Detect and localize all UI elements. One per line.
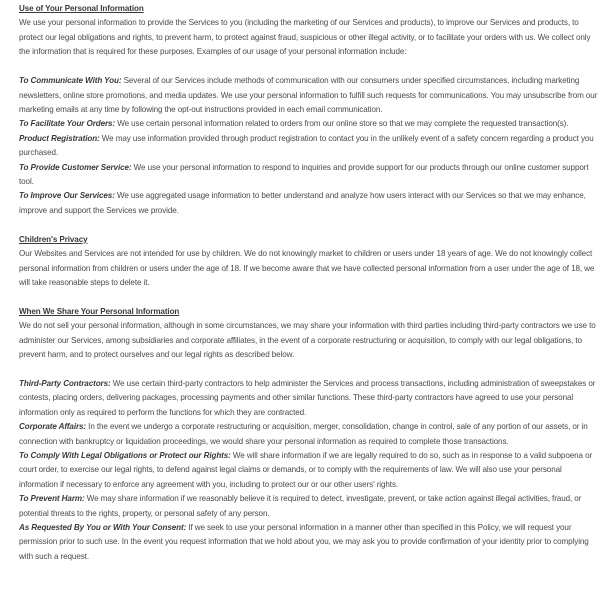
share-item-corporate: Corporate Affairs: In the event we undergo a corporate restructuring or acquisition, merger, consolidation, change in control, sale of any portion of our assets, or in connection with bankruptcy or liquidation proceedings, we would share your personal information as required to complete those transactions.: [19, 422, 588, 446]
share-heading: When We Share Your Personal Information: [19, 306, 180, 316]
share-item-legal: To Comply With Legal Obligations or Protect our Rights: We will share information if we are legally required to do so, such as in response to a valid subpoena or court order, to exercise our legal rights, to defend against legal claims or demands, or to comply with the requirements of law. We will also use your personal information if necessary to enforce any agreement with you, including to protect our or our other users' rights.: [19, 450, 593, 489]
use-item-registration: Product Registration: We may use information provided through product registration to contact you in the unlikely event of a safety concern regarding a product you purchased.: [19, 133, 594, 158]
share-item-consent: As Requested By You or With Your Consent: If we seek to use your personal information in a manner other than specified in this Policy, we will request your permission prior to such use. In the event you request information that we hold about you, we may ask you to provide confirmation of your identity prior to complying with such a request.: [19, 523, 589, 561]
use-item-improve: To Improve Our Services: We use aggregated usage information to better understand and analyze how users interact with our Services so that we may enhance, improve and support the Services we provide.: [19, 191, 586, 215]
children-heading: Children's Privacy: [19, 234, 88, 244]
use-item-customer-service: To Provide Customer Service: We use your personal information to respond to inquiries and provide support for our products through our online customer support tool.: [19, 162, 589, 186]
use-intro: We use your personal information to provide the Services to you (including the marketing of our Services and products), to improve our Services and products, to protect our legal obligations and rights, to prevent harm, to protect against fraud, suspicious or other illegal activity, or to facilitate your orders with us. We collect only the information that is required for these purposes. Examples of our usage of your personal information include:: [19, 18, 591, 57]
share-item-contractors: Third-Party Contractors: We use certain third-party contractors to help administer the Services and process transactions, including administration of sweepstakes or contests, placing orders, delivering packages, processing payments and other similar functions. These third-party contractors have agreed to use your personal information only as required to perform the functions for which they are contracted.: [19, 378, 596, 417]
children-body: Our Websites and Services are not intended for use by children. We do not knowingly market to children or users under 18 years of age. We do not knowingly collect personal information from children or users under the age of 18. If we become aware that we have collected personal information from a user under the age of 18, we will take reasonable steps to delete it.: [19, 249, 595, 287]
use-item-communicate: To Communicate With You: Several of our Services include methods of communication with our consumers under specified circumstances, including marketing newsletters, online store promotions, and media updates. We use your personal information to fulfill such requests for communications. You may unsubscribe from our marketing emails at any time by following the opt-out instructions provided in each email communication.: [19, 76, 598, 114]
use-heading: Use of Your Personal Information: [19, 4, 144, 13]
share-intro: We do not sell your personal information, although in some circumstances, we may share your information with third parties including third-party contractors we use to administer our Services, among subsidiaries and corporate affiliates, in the event of a corporate restructuring or acquisition, to comply with our legal obligations, to prevent harm, and to protect ourselves and our legal rights as described below.: [19, 321, 596, 360]
share-item-harm: To Prevent Harm: We may share information if we reasonably believe it is required to detect, investigate, prevent, or take action against illegal activities, fraud, or potential threats to the rights, property, or personal safety of any person.: [19, 494, 582, 518]
use-item-orders: To Facilitate Your Orders: We use certain personal information related to orders from our online store so that we may complete the requested transaction(s).: [19, 119, 569, 129]
